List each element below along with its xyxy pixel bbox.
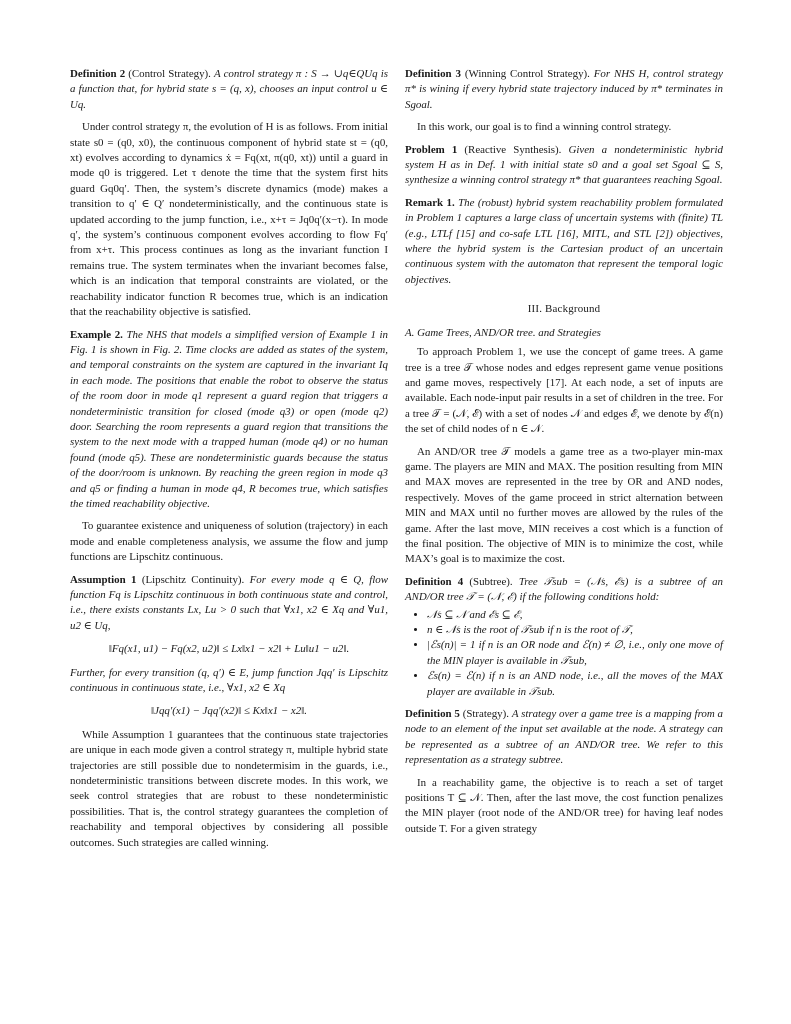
problem-1-label: Problem 1 xyxy=(405,143,458,156)
equation-jump-lipschitz: ‖Jqq′(x1) − Jqq′(x2)‖ ≤ Kx‖x1 − x2‖. xyxy=(151,705,307,718)
example-2-label: Example 2. xyxy=(70,328,123,341)
definition-4-body: Tree 𝒯sub = (𝒩s, ℰs) is a subtree of an AND/OR tree 𝒯 = (𝒩, ℰ) if the following conditions hold: xyxy=(405,575,723,604)
assumption-1-title: (Lipschitz Continuity). xyxy=(141,573,245,586)
right-column xyxy=(405,67,723,844)
robust-strategy-paragraph: While Assumption 1 guarantees that the continuous state trajectories are unique in each mode given a control strategy π, multiple hybrid state trajectories are still possible due to nondetermisim in the guards, i.e., nondeterministic transitions between discrete modes. In this work, we seek control strategies that are robust to these nondeterministic possibilities. That is, the control strategy guarantees the completion of reachability and temporal objectives by considering all possible outcomes. Such strategies are called winning. xyxy=(70,728,388,849)
example-2 xyxy=(70,328,388,513)
definition-4-label: Definition 4 xyxy=(405,575,464,588)
definition-4 xyxy=(405,575,723,606)
list-item: • n ∈ 𝒩s is the root of 𝒯sub if n is the root of 𝒯, xyxy=(427,623,723,638)
remark-1-body: The (robust) hybrid system reachability problem formulated in Problem 1 captures a large class of uncertain systems with (finite) TL (e.g., LTLf [15] and co-safe LTL [16], MITL, and STL [2]) objectives, where the hybrid system is the Cartesian product of an uncertain continuous system with the automaton that represent the temporal logic objectives. xyxy=(405,196,723,286)
list-item: • ℰs(n) = ℰ(n) if n is an AND node, i.e., all the moves of the MAX player are available in 𝒯sub. xyxy=(427,669,723,700)
assumption-1-body: For every mode q ∈ Q, flow function Fq is Lipschitz continuous in both continuous state and control, i.e., there exists constants Lx, Lu > 0 such that ∀x1, x2 ∈ Xq and ∀u1, u2 ∈ Uq, xyxy=(70,573,388,632)
definition-5-title: (Strategy). xyxy=(462,708,509,721)
left-column xyxy=(70,67,388,858)
definition-5-label: Definition 5 xyxy=(405,708,460,721)
assumption-1 xyxy=(70,573,388,635)
list-item: • |ℰs(n)| = 1 if n is an OR node and ℰ(n) ≠ ∅, i.e., only one move of the MIN player is available in 𝒯sub, xyxy=(427,638,723,669)
game-tree-paragraph: To approach Problem 1, we use the concept of game trees. A game tree is a tree 𝒯 whose nodes and edges represent game venue positions and game moves, respectively [17]. At each node, a set of inputs are available. Each node-input pair results in a set of children in the tree. For a tree 𝒯 = (𝒩, ℰ) with a set of nodes 𝒩 and edges ℰ, we denote by ℰ(n) the set of child nodes of n ∈ 𝒩. xyxy=(405,346,723,436)
lipschitz-intro-paragraph: To guarantee existence and uniqueness of solution (trajectory) in each mode and enable completeness analysis, we assume the flow and jump functions are Lipschitz continuous. xyxy=(70,520,388,564)
problem-1-body: Given a nondeterministic hybrid system H as in Def. 1 with initial state s0 and a goal set Sgoal ⊆ S, synthesize a winning control strategy π* that guarantees reaching Sgoal. xyxy=(405,143,723,187)
and-or-tree-paragraph: An AND/OR tree 𝒯 models a game tree as a two-player min-max game. The players are MIN and MAX. The position resulting from MIN and MAX moves are represented in the tree by OR and AND nodes, respectively. Moves of the game proceed in strict alternation between MIN and MAX until no further moves are allowed by the rules of the game. After the last move, MIN receives a cost which is a function of the final position. The objective of MIN is to minimize the cost, while MAX’s goal is to maximize the cost. xyxy=(405,445,723,566)
definition-5 xyxy=(405,707,723,769)
goal-paragraph: In this work, our goal is to find a winning control strategy. xyxy=(417,121,672,134)
definition-3 xyxy=(405,67,723,113)
definition-2 xyxy=(70,67,388,113)
assumption-1-continued: Further, for every transition (q, q′) ∈ E, jump function Jqq′ is Lipschitz continuous in continuous state, i.e., ∀x1, x2 ∈ Xq xyxy=(70,666,388,695)
definition-2-title: (Control Strategy). xyxy=(128,68,211,80)
remark-1 xyxy=(405,196,723,288)
equation-flow-lipschitz: ‖Fq(x1, u1) − Fq(x2, u2)‖ ≤ Lx‖x1 − x2‖ + Lu‖u1 − u2‖. xyxy=(108,643,350,656)
definition-5-body: A strategy over a game tree is a mapping from a node to an element of the input set available at the node. A strategy can be represented as a subtree of an AND/OR tree. We refer to this representation as a strategy subtree. xyxy=(405,708,723,767)
remark-1-label: Remark 1. xyxy=(405,196,455,209)
definition-3-body: For NHS H, control strategy π* is wining if every hybrid state trajectory induced by π* terminates in Sgoal. xyxy=(405,68,723,111)
assumption-1-label: Assumption 1 xyxy=(70,573,137,586)
definition-3-label: Definition 3 xyxy=(405,68,461,80)
evolution-paragraph: Under control strategy π, the evolution of H is as follows. From initial state s0 = (q0, x0), the continuous component of hybrid state st = (q0, xt) evolves according to dynamics ẋ = Fq(xt, π(q0, xt)) until a guard in mode q0 is triggered. Let τ denote the time that the system first hits guard Gq0q′. Then, the system’s discrete dynamics (mode) makes a transition to q′ ∈ Q′ nondeterministically, and the continuous state is updated according to the jump function, i.e., x+τ = Jq0q′(x−τ). In mode q′, the system’s continuous component evolves according to flow Fq′ from x+τ. This process continues as long as the invariant function I remains true. The system terminates when the invariant becomes false, which is an indication that temporal constraints are violated, or the reachability indicator function R becomes true, which is an indication that the reachability objective is satisfied. xyxy=(70,121,388,319)
definition-3-title: (Winning Control Strategy). xyxy=(464,68,590,80)
example-2-body: The NHS that models a simplified version of Example 1 in Fig. 1 is shown in Fig. 2. Time clocks are added as states of the system, and temporal constraints on the system are captured in the invariant Iq in each mode. The positions that enable the robot to observe the status of the room door in mode q1 represent a guard region that triggers a nondeterministic transition for closed (mode q3) or open (mode q2) door. Searching the room represents a guard region that transitions the system to the next mode with a trapped human (mode q4) or no human found (mode q5). These are nondeterministic guards because the status of the door/room is unknown. By reaching the green region in mode q3 and q5 or finding a human in mode q4, R becomes true, which satisfies the timed reachability objective. xyxy=(70,328,388,510)
subsection-heading: A. Game Trees, AND/OR tree. and Strategies xyxy=(405,326,601,339)
definition-2-label: Definition 2 xyxy=(70,68,126,80)
problem-1-title: (Reactive Synthesis). xyxy=(464,143,562,156)
definition-2-body: A control strategy π : S → ∪q∈QUq is a function that, for hybrid state s = (q, x), chooses an input control u ∈ Uq. xyxy=(70,68,388,111)
list-item: • 𝒩s ⊆ 𝒩 and ℰs ⊆ ℰ, xyxy=(427,608,723,623)
definition-4-title: (Subtree). xyxy=(469,575,513,588)
reachability-game-paragraph: In a reachability game, the objective is to reach a set of target positions T ⊆ 𝒩. Then, after the last move, the cost function penalizes the MIN player (root node of the AND/OR tree) for having leaf nodes outside T. For a given strategy xyxy=(405,776,723,835)
problem-1 xyxy=(405,143,723,189)
section-heading: III. Background xyxy=(527,303,601,316)
subtree-conditions-list xyxy=(405,608,723,700)
